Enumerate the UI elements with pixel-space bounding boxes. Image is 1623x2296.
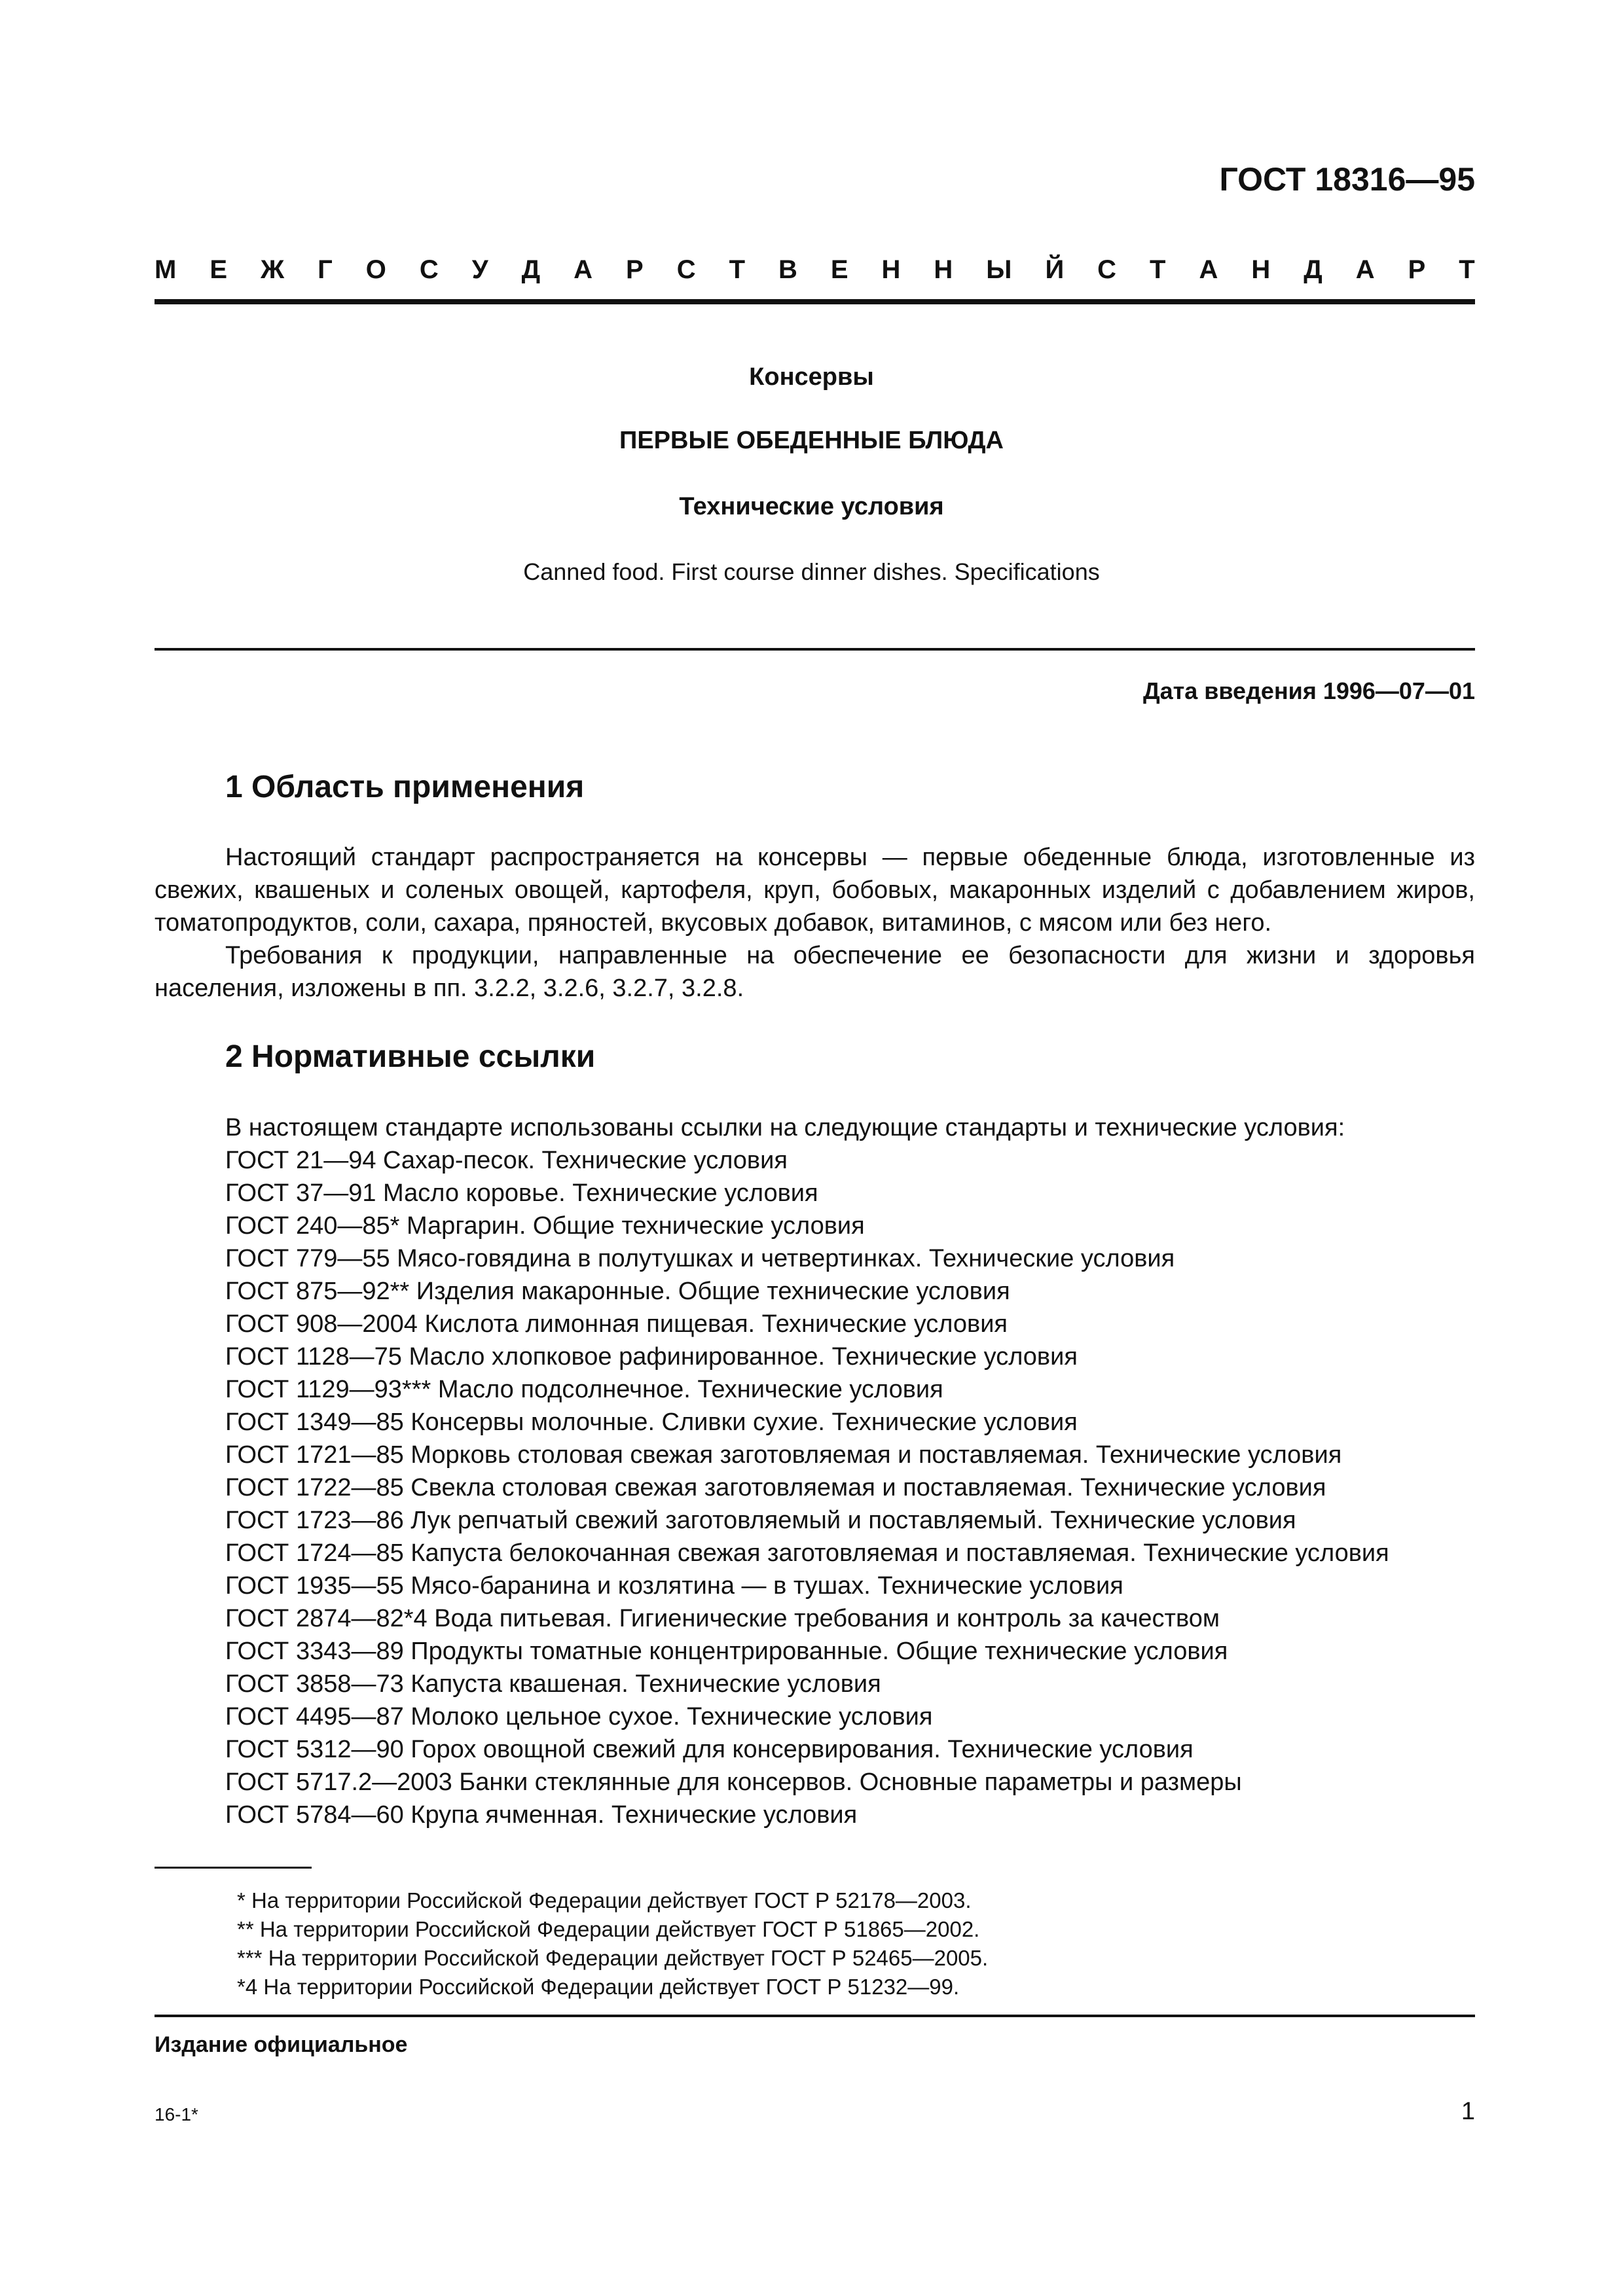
banner-letter: Д xyxy=(521,255,541,284)
banner-letter: М xyxy=(155,255,177,284)
footnote-separator xyxy=(155,1867,312,1869)
reference-item: ГОСТ 1723—86 Лук репчатый свежий заготовляемый и поставляемый. Технические условия xyxy=(225,1507,1296,1534)
reference-item: ГОСТ 5717.2—2003 Банки стеклянные для консервов. Основные параметры и размеры xyxy=(225,1768,1242,1796)
publication-code: 16-1* xyxy=(155,2104,198,2125)
banner-letter: Н xyxy=(881,255,901,284)
footnote-item: ** На территории Российской Федерации действует ГОСТ Р 51865—2002. xyxy=(237,1917,980,1941)
header-rule xyxy=(155,299,1475,304)
reference-item: ГОСТ 875—92** Изделия макаронные. Общие технические условия xyxy=(225,1278,1010,1305)
reference-item: ГОСТ 1128—75 Масло хлопковое рафинированное. Технические условия xyxy=(225,1343,1078,1371)
banner-letter: Т xyxy=(1150,255,1166,284)
footnote-item: *4 На территории Российской Федерации действует ГОСТ Р 51232—99. xyxy=(237,1975,960,1999)
banner-letter: Р xyxy=(626,255,644,284)
banner-letter: А xyxy=(574,255,593,284)
banner-letter: В xyxy=(778,255,797,284)
banner-letter: Е xyxy=(210,255,227,284)
reference-item: ГОСТ 2874—82*4 Вода питьевая. Гигиенические требования и контроль за качеством xyxy=(225,1605,1220,1632)
section-2-heading: 2 Нормативные ссылки xyxy=(225,1039,596,1074)
banner-letter: С xyxy=(1097,255,1117,284)
reference-item: ГОСТ 5312—90 Горох овощной свежий для консервирования. Технические условия xyxy=(225,1736,1194,1763)
reference-item: ГОСТ 37—91 Масло коровье. Технические условия xyxy=(225,1179,818,1207)
reference-item: ГОСТ 1349—85 Консервы молочные. Сливки сухие. Технические условия xyxy=(225,1408,1078,1436)
reference-list xyxy=(225,1144,1482,1831)
banner-letter: Д xyxy=(1304,255,1322,284)
banner-letter: Е xyxy=(830,255,848,284)
banner-letter: Й xyxy=(1045,255,1065,284)
reference-item: ГОСТ 240—85* Маргарин. Общие технические условия xyxy=(225,1212,865,1240)
banner-letter: Н xyxy=(1251,255,1271,284)
reference-item: ГОСТ 5784—60 Крупа ячменная. Технические условия xyxy=(225,1801,858,1829)
reference-item: ГОСТ 908—2004 Кислота лимонная пищевая. Технические условия xyxy=(225,1310,1008,1338)
section-1-body xyxy=(155,841,1475,1005)
scope-paragraph: Настоящий стандарт распространяется на консервы — первые обеденные блюда, изготовленные из свежих, квашеных и соленых овощей, картофеля, круп, бобовых, макаронных изделий с добавлением жиров, томатопродуктов, соли, сахара, пряностей, вкусовых добавок, витаминов, с мясом или без него. xyxy=(155,844,1475,937)
title-english: Canned food. First course dinner dishes. Specifications xyxy=(523,558,1100,585)
footnote-item: *** На территории Российской Федерации действует ГОСТ Р 52465—2005. xyxy=(237,1946,989,1970)
reference-item: ГОСТ 1721—85 Морковь столовая свежая заготовляемая и поставляемая. Технические условия xyxy=(225,1441,1342,1469)
banner-letter: С xyxy=(419,255,439,284)
reference-item: ГОСТ 1129—93*** Масло подсолнечное. Технические условия xyxy=(225,1376,943,1403)
title-rule xyxy=(155,648,1475,651)
safety-paragraph: Требования к продукции, направленные на обеспечение ее безопасности для жизни и здоровья населения, изложены в пп. 3.2.2, 3.2.6, 3.2.7, 3.2.8. xyxy=(155,942,1475,1002)
reference-item: ГОСТ 3343—89 Продукты томатные концентрированные. Общие технические условия xyxy=(225,1638,1228,1665)
banner-letter: Т xyxy=(1459,255,1475,284)
page-number: 1 xyxy=(1461,2098,1475,2125)
banner-letter: Н xyxy=(934,255,953,284)
banner-letter: О xyxy=(365,255,386,284)
title-doc-type: Технические условия xyxy=(679,493,944,520)
banner-letter: Р xyxy=(1408,255,1426,284)
banner-letter: Ы xyxy=(986,255,1012,284)
footer-rule xyxy=(155,2015,1475,2017)
reference-item: ГОСТ 779—55 Мясо-говядина в полутушках и четвертинках. Технические условия xyxy=(225,1245,1175,1272)
section-1-heading: 1 Область применения xyxy=(225,770,585,804)
reference-item: ГОСТ 1724—85 Капуста белокочанная свежая заготовляемая и поставляемая. Технические условия xyxy=(225,1539,1389,1567)
interstate-standard-banner xyxy=(155,254,1475,285)
introduction-date: Дата введения 1996—07—01 xyxy=(1142,677,1475,704)
banner-letter: С xyxy=(676,255,696,284)
reference-item: ГОСТ 1722—85 Свекла столовая свежая заготовляемая и поставляемая. Технические условия xyxy=(225,1474,1326,1501)
official-edition-label: Издание официальное xyxy=(155,2032,408,2057)
references-intro: В настоящем стандарте использованы ссылки на следующие стандарты и технические условия: xyxy=(225,1114,1345,1141)
standard-designation: ГОСТ 18316—95 xyxy=(1219,161,1475,198)
banner-letter: А xyxy=(1199,255,1218,284)
banner-letter: Г xyxy=(318,255,333,284)
reference-item: ГОСТ 21—94 Сахар-песок. Технические условия xyxy=(225,1147,788,1174)
footnotes xyxy=(237,1886,988,2001)
title-category: Консервы xyxy=(749,363,874,391)
title-product: ПЕРВЫЕ ОБЕДЕННЫЕ БЛЮДА xyxy=(619,427,1004,454)
reference-item: ГОСТ 3858—73 Капуста квашеная. Технические условия xyxy=(225,1670,881,1698)
banner-letter: Т xyxy=(729,255,745,284)
banner-letter: Ж xyxy=(260,255,285,284)
banner-letter: А xyxy=(1355,255,1375,284)
reference-item: ГОСТ 1935—55 Мясо-баранина и козлятина — в тушах. Технические условия xyxy=(225,1572,1123,1600)
reference-item: ГОСТ 4495—87 Молоко цельное сухое. Технические условия xyxy=(225,1703,933,1731)
footnote-item: * На территории Российской Федерации действует ГОСТ Р 52178—2003. xyxy=(237,1888,972,1912)
normative-references xyxy=(225,1111,1482,1831)
banner-letter: У xyxy=(471,255,488,284)
